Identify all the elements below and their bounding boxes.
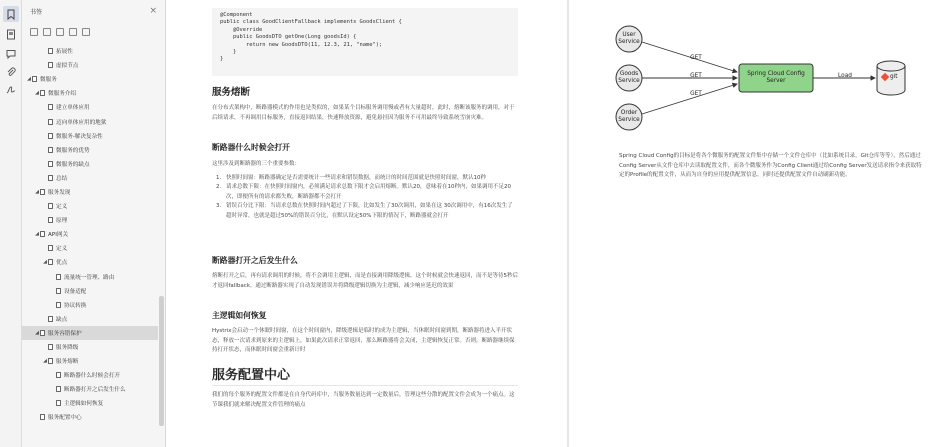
para-config-center: 我们的每个服务的配置文件都是在自身代码库中，当服务数量达到一定数量后，管理这些分散的配置文件会成为一个痛点。这节课我们就来解决配置文件管理的痛点 <box>212 392 515 408</box>
bookmark-item[interactable] <box>22 340 158 354</box>
document-icon <box>48 203 53 209</box>
bookmark-label: 服务熔断 <box>56 359 79 366</box>
document-icon <box>40 414 45 420</box>
document-icon <box>56 288 61 294</box>
bookmark-icon[interactable] <box>3 6 19 22</box>
bookmarks-header <box>22 0 165 22</box>
bookmarks-toolbar <box>22 22 165 42</box>
document-icon <box>56 400 61 406</box>
bookmark-options-icon[interactable] <box>82 28 90 36</box>
list-number: 2. <box>216 184 222 191</box>
bookmark-label: 主逻辑如何恢复 <box>64 401 104 408</box>
side-icon-rail <box>0 0 22 447</box>
document-icon <box>48 175 53 181</box>
document-icon <box>48 119 53 125</box>
edge-label-load: Load <box>838 73 852 79</box>
document-icon <box>56 302 61 308</box>
heading-when-open: 断路器什么时候会打开 <box>212 143 290 152</box>
bookmark-item[interactable] <box>22 58 158 72</box>
document-icon <box>48 48 53 54</box>
document-icon <box>40 330 45 336</box>
expand-arrow-icon[interactable]: ◢ <box>43 358 47 365</box>
para-circuit-breaker: 在分布式架构中，断路器模式的作用也是类似的，如果某个目标服务调用慢或者有大量超时，此时，熔断该服务的调用，对于后续请求，不再调用目标服务，直接返回结果，快速释放资源，避免悬挂因为服务不可用最终导致系统雪崩灾难。 <box>212 105 515 121</box>
section-after-open <box>212 255 518 291</box>
edge-label-get-2: GET <box>690 73 702 79</box>
bookmark-label: 迈向单体应用的地狱 <box>56 119 107 126</box>
bookmark-label: 原理 <box>56 218 68 225</box>
goods-service-label: Goods Service <box>618 71 640 84</box>
thumbnail-icon[interactable] <box>3 26 19 42</box>
pdf-page-left <box>166 0 567 447</box>
expand-arrow-icon[interactable]: ◢ <box>35 329 39 336</box>
order-service-label: Order Service <box>618 110 640 123</box>
bookmark-item[interactable] <box>22 129 158 143</box>
document-icon <box>40 90 45 96</box>
document-icon <box>56 372 61 378</box>
bookmark-label: 微服务介绍 <box>48 91 76 98</box>
config-server-label: Spring Cloud Config Server <box>747 71 805 84</box>
bookmark-item[interactable] <box>22 100 158 114</box>
edge-order-to-config <box>642 84 737 114</box>
bookmark-label: API网关 <box>48 232 69 239</box>
bookmarks-title: 书签 <box>30 8 43 16</box>
expand-arrow-icon[interactable]: ◢ <box>27 76 31 83</box>
document-icon <box>48 217 53 223</box>
bookmark-label: 微服务 <box>40 77 57 84</box>
bookmark-label: 优点 <box>56 260 68 267</box>
bookmark-item[interactable] <box>22 213 158 227</box>
heading-config-center: 服务配置中心 <box>212 368 291 383</box>
list-text: 错误百分比下限：当请求总数在快照时间内超过了下限，比如发生了30次调用，如果在这 30次调用中，有16次发生了超时异常，也就是超过50%的错误百分比，在默认设定50%下限的情况下，断路器就会打开 <box>226 203 513 219</box>
bookmark-item[interactable] <box>22 114 158 128</box>
list-item <box>212 202 518 221</box>
delete-bookmark-icon[interactable] <box>69 28 77 36</box>
document-icon <box>56 274 61 280</box>
edge-label-get-1: GET <box>690 55 702 61</box>
para-spring-cloud-config: Spring Cloud Config的目标是将各个微服务的配置文件集中存储一个文件仓库中（比如系统目录，Git仓库等等），然后通过Config Server从文件仓库中去读取配置文件，而各个微服务作为Config Client通过给Config Server发送请求指令来获取特定的Profile的配置文件，从而为自身的应用提供配置信息。同时还提供配置文件自动刷新功能。 <box>619 153 922 179</box>
comment-icon[interactable] <box>3 46 19 62</box>
bookmark-label: 微服务-解决复杂性 <box>56 133 103 140</box>
bookmark-label: 设备适配 <box>64 288 87 295</box>
bookmark-item[interactable] <box>22 171 158 185</box>
config-server-diagram <box>611 14 931 140</box>
bookmark-item[interactable] <box>22 72 158 86</box>
code-block: @Component public class GoodClientFallback implements GoodsClient { @Override public GoodsDTO getOne(Long goodsId) { return new GoodsDTO(11, 12.3, 21, "name"); } } <box>212 8 518 76</box>
document-icon <box>56 386 61 392</box>
expand-arrow-icon[interactable]: ◢ <box>35 90 39 97</box>
bookmark-label: 微服务的优势 <box>56 147 90 154</box>
bookmark-item[interactable] <box>22 382 158 396</box>
document-icon <box>48 161 53 167</box>
new-bookmark-icon[interactable] <box>56 28 64 36</box>
section-when-open <box>212 142 518 222</box>
list-number: 3. <box>216 203 222 210</box>
para-after-open: 熔断打开之后，再有请求调用的时候，将不会调用主逻辑，而是直接调用降级逻辑，这个时候就会快速返回，而不是等待5秒后才返回fallback。通过断路器实现了自动发现错误并将降级逻辑切换为主逻辑，减少响应延迟的效果 <box>212 273 519 289</box>
git-label: git <box>890 74 898 80</box>
document-icon <box>48 245 53 251</box>
bookmark-item[interactable] <box>22 227 158 241</box>
section-recover <box>212 310 518 356</box>
expand-arrow-icon[interactable]: ◢ <box>35 231 39 238</box>
bookmark-item[interactable] <box>22 312 158 326</box>
bookmark-item[interactable] <box>22 368 158 382</box>
bookmark-item[interactable] <box>22 44 158 58</box>
bookmark-item[interactable] <box>22 185 158 199</box>
collapse-all-icon[interactable] <box>43 28 51 36</box>
list-text: 快照时间窗：断路器确定是否需要统计一些请求和错误数据，而统计的时间范围就是快照时间窗，默认10秒 <box>226 174 487 181</box>
para-recover: Hystrix会启动一个休眠时间窗，在这个时间窗内，降级逻辑是临时的成为主逻辑，当休眠时间窗到期，断路器将进入半开状态，释放一次请求到原来的主逻辑上，如果此次请求正常返回，那么断路器将会关闭，主逻辑恢复正常。否则，断路器继续保持打开状态，而休眠时间窗会重新计时 <box>212 328 515 354</box>
bookmark-label: 定义 <box>56 204 68 211</box>
bookmark-tree <box>22 44 158 425</box>
edge-label-get-3: GET <box>690 91 702 97</box>
bookmarks-scrollbar[interactable] <box>159 296 164 426</box>
document-icon <box>48 133 53 139</box>
document-icon <box>48 344 53 350</box>
bookmark-item[interactable] <box>22 199 158 213</box>
pdf-page-right <box>569 0 942 447</box>
bookmark-item[interactable] <box>22 354 158 368</box>
document-icon <box>48 147 53 153</box>
bookmark-label: 建立单体应用 <box>56 105 90 112</box>
list-item <box>212 174 518 184</box>
document-icon <box>48 259 53 265</box>
bookmark-label: 总结 <box>56 175 68 182</box>
user-service-label: User Service <box>618 32 640 45</box>
heading-recover: 主逻辑如何恢复 <box>212 311 267 320</box>
params-list <box>212 174 518 222</box>
section-circuit-breaker <box>212 84 518 123</box>
bookmark-label: 服务降级 <box>56 345 79 352</box>
heading-after-open: 断路器打开之后发生什么 <box>212 256 298 265</box>
expand-arrow-icon[interactable]: ◢ <box>43 259 47 266</box>
bookmark-item[interactable] <box>22 410 158 424</box>
heading-divider <box>212 385 518 386</box>
document-icon <box>40 231 45 237</box>
document-icon <box>48 358 53 364</box>
bookmark-label: 定义 <box>56 246 68 253</box>
bookmark-label: 服务配置中心 <box>48 415 82 422</box>
bookmark-label: 协议转换 <box>64 302 87 309</box>
bookmark-item[interactable] <box>22 396 158 410</box>
heading-circuit-breaker: 服务熔断 <box>212 87 251 98</box>
bookmark-label: 断路器打开之后发生什么 <box>64 387 126 394</box>
bookmark-label: 缺点 <box>56 316 68 323</box>
document-icon <box>48 104 53 110</box>
bookmark-item[interactable] <box>22 241 158 255</box>
bookmark-label: 流量统一管理、路由 <box>64 274 115 281</box>
bookmark-item[interactable] <box>22 326 158 340</box>
bookmark-item[interactable] <box>22 298 158 312</box>
bookmark-label: 服务容错保护 <box>48 330 82 337</box>
expand-arrow-icon[interactable]: ◢ <box>35 188 39 195</box>
section-config-center <box>212 364 518 410</box>
bookmark-label: 拓展性 <box>56 49 73 56</box>
expand-all-icon[interactable] <box>30 28 38 36</box>
document-icon <box>48 62 53 68</box>
attachment-icon[interactable] <box>3 64 19 80</box>
signature-icon[interactable] <box>3 82 19 98</box>
bookmark-item[interactable] <box>22 284 158 298</box>
bookmarks-panel <box>22 0 166 447</box>
bookmark-label: 微服务的缺点 <box>56 161 90 168</box>
bookmark-item[interactable] <box>22 270 158 284</box>
close-icon[interactable]: × <box>149 6 157 16</box>
document-icon <box>40 189 45 195</box>
document-icon <box>48 316 53 322</box>
list-number: 1. <box>216 174 222 181</box>
bookmark-item[interactable] <box>22 86 158 100</box>
bookmark-label: 虚拟节点 <box>56 63 79 70</box>
para-params-intro: 这里涉及到断路器的三个重要参数： <box>212 161 301 167</box>
bookmark-label: 服务发现 <box>48 189 71 196</box>
document-icon <box>32 76 37 82</box>
list-item <box>212 183 518 202</box>
bookmark-label: 断路器什么时候会打开 <box>64 373 120 380</box>
list-text: 请求总数下限：在快照时间窗内，必须满足请求总数下限才会启用熔断。默认20，意味着在10秒内，如果调用不足20次，即便所有的请求都失败，断路器都不会打开 <box>226 184 511 200</box>
bookmark-item[interactable] <box>22 255 158 269</box>
bookmark-item[interactable] <box>22 157 158 171</box>
bookmark-item[interactable] <box>22 143 158 157</box>
